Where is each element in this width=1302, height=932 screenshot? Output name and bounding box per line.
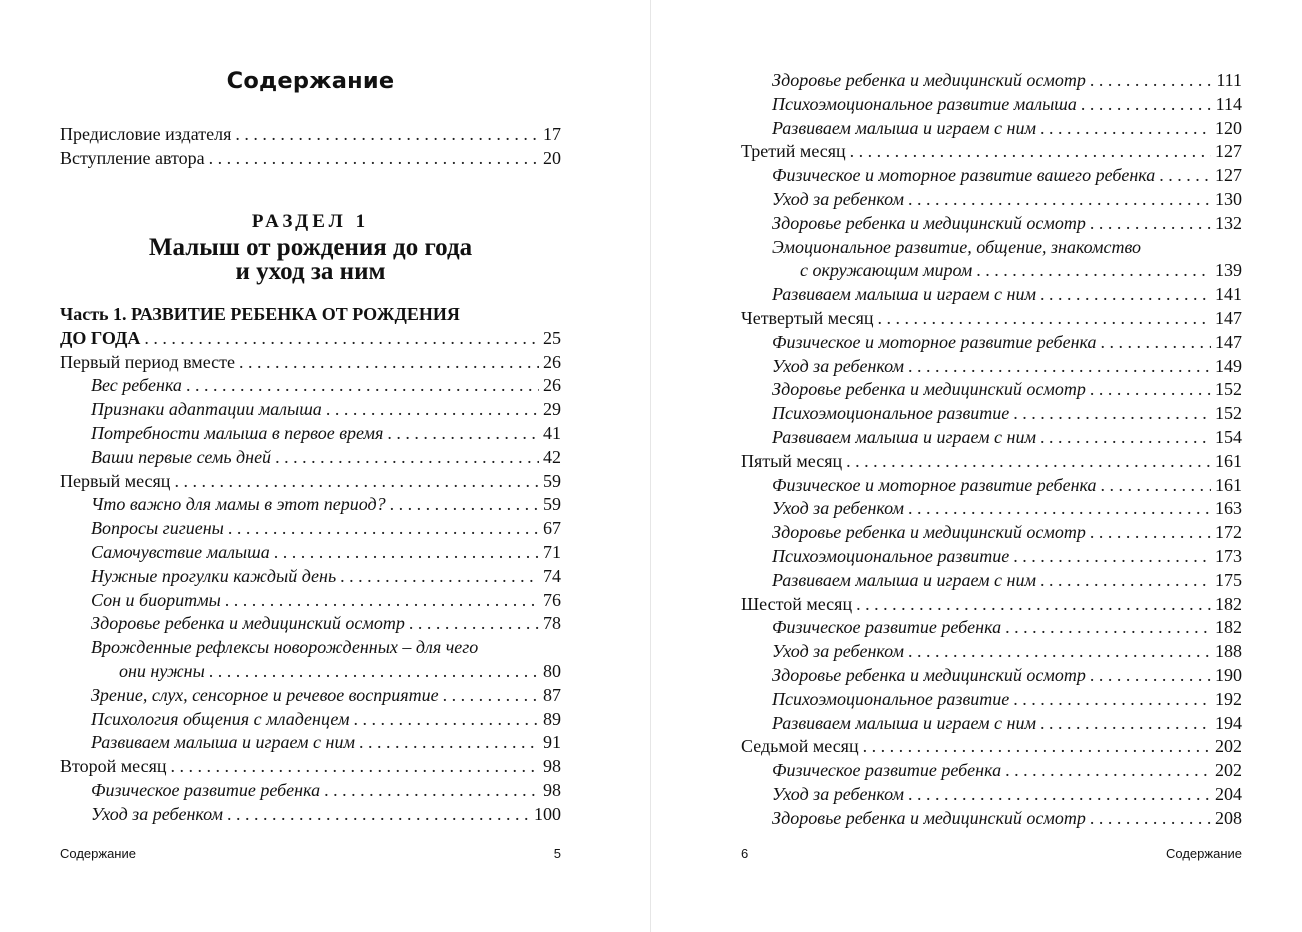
toc-entry-subsection[interactable] — [741, 570, 1242, 594]
dot-leader — [908, 189, 1211, 210]
toc-entry-label: Физическое развитие ребенка — [772, 617, 1002, 638]
toc-entry-label: Здоровье ребенка и медицинский осмотр — [772, 807, 1086, 828]
toc-entry-page: 147 — [1215, 331, 1242, 352]
toc-entry-page: 202 — [1215, 760, 1242, 781]
toc-entry-label: Уход за ребенком — [772, 641, 904, 662]
toc-entry-wrapped-line[interactable]: Эмоциональное развитие, общение, знакомство — [772, 236, 1142, 257]
toc-entry-page: 41 — [543, 422, 561, 443]
toc-entry-chapter[interactable] — [741, 594, 1242, 618]
dot-leader — [878, 308, 1211, 329]
toc-entry-label: Психоэмоциональное развитие малыша — [772, 93, 1077, 114]
toc-entry-subsection[interactable] — [741, 332, 1242, 356]
toc-entry-subsection[interactable] — [741, 165, 1242, 189]
toc-entry-label: Что важно для мамы в этот период? — [91, 494, 386, 515]
toc-entry-page: 161 — [1215, 450, 1242, 471]
toc-entry-page: 74 — [543, 565, 561, 586]
toc-entry-page: 59 — [543, 470, 561, 491]
dot-leader — [1040, 427, 1211, 448]
toc-entry-label: Вопросы гигиены — [91, 518, 224, 539]
dot-leader — [387, 423, 539, 444]
toc-entry-subsection[interactable] — [741, 94, 1242, 118]
dot-leader — [1040, 713, 1211, 734]
toc-entry-subsection[interactable] — [60, 661, 561, 685]
toc-entry-label: Вес ребенка — [91, 375, 182, 396]
toc-entry-label: Здоровье ребенка и медицинский осмотр — [772, 522, 1086, 543]
toc-entry-page: 208 — [1215, 807, 1242, 828]
toc-entry-page: 204 — [1215, 783, 1242, 804]
toc-entry-label: Развиваем малыша и играем с ним — [772, 284, 1036, 305]
toc-entry-page: 26 — [543, 375, 561, 396]
toc-entry-page: 98 — [543, 756, 561, 777]
dot-leader — [1159, 165, 1211, 186]
toc-entry-subsection[interactable] — [60, 518, 561, 542]
toc-entry-page: 161 — [1215, 474, 1242, 495]
toc-entry-label: Развиваем малыша и играем с ним — [91, 732, 355, 753]
toc-entry-subsection[interactable] — [741, 760, 1242, 784]
toc-entry-subsection[interactable] — [741, 784, 1242, 808]
toc-entry-subsection[interactable] — [60, 804, 561, 828]
toc-entry-subsection[interactable] — [60, 375, 561, 399]
toc-entry-label: Второй месяц — [60, 756, 167, 777]
toc-entry-label: Уход за ребенком — [772, 498, 904, 519]
toc-entry-label: Физическое и моторное развитие вашего ребенка — [772, 165, 1156, 186]
dot-leader — [1090, 70, 1212, 91]
toc-entry-page: 59 — [543, 494, 561, 515]
toc-entry-page: 192 — [1215, 688, 1242, 709]
toc-entry-label: Психология общения с младенцем — [91, 708, 350, 729]
toc-entry-subsection[interactable] — [60, 780, 561, 804]
toc-entry-label: Развиваем малыша и играем с ним — [772, 569, 1036, 590]
toc-entry-subsection[interactable] — [741, 498, 1242, 522]
page-number: 5 — [553, 846, 561, 861]
toc-entry-page: 80 — [543, 660, 561, 681]
dot-leader — [209, 661, 539, 682]
dot-leader — [235, 124, 539, 145]
dot-leader — [1040, 284, 1211, 305]
toc-entry-page: 175 — [1215, 569, 1242, 590]
toc-entry-label: Самочувствие малыша — [91, 541, 270, 562]
toc-entry-page: 71 — [543, 541, 561, 562]
toc-entry-page: 147 — [1215, 307, 1242, 328]
toc-entry-page: 132 — [1215, 212, 1242, 233]
dot-leader — [1013, 403, 1211, 424]
dot-leader — [340, 566, 539, 587]
toc-entry-subsection[interactable] — [60, 447, 561, 471]
toc-entry-label: Здоровье ребенка и медицинский осмотр — [772, 70, 1086, 90]
toc-entry-page: 20 — [543, 147, 561, 168]
dot-leader — [1090, 665, 1211, 686]
toc-list-left — [60, 304, 561, 828]
dot-leader — [908, 784, 1211, 805]
toc-entry-page: 173 — [1215, 545, 1242, 566]
toc-entry-publisher-preface[interactable] — [60, 124, 561, 148]
toc-entry-subsection[interactable] — [741, 808, 1242, 832]
toc-entry-label: Уход за ребенком — [772, 783, 904, 804]
toc-entry-subsection[interactable] — [741, 689, 1242, 713]
toc-entry-page: 100 — [534, 803, 561, 824]
toc-entry-subsection[interactable] — [741, 665, 1242, 689]
dot-leader — [275, 447, 539, 468]
dot-leader — [1090, 213, 1211, 234]
toc-list-right — [741, 70, 1242, 832]
toc-entry-label: Психоэмоциональное развитие — [772, 545, 1010, 566]
toc-entry-page: 172 — [1215, 522, 1242, 543]
toc-entry-subsection[interactable] — [741, 522, 1242, 546]
toc-entry-page: 67 — [543, 518, 561, 539]
toc-entry-author-intro[interactable] — [60, 148, 561, 172]
dot-leader — [174, 471, 539, 492]
dot-leader — [856, 594, 1211, 615]
dot-leader — [390, 494, 539, 515]
toc-entry-subsection[interactable] — [60, 542, 561, 566]
toc-entry-subsection[interactable] — [60, 732, 561, 756]
toc-entry-part-1[interactable] — [60, 328, 561, 352]
toc-entry-page: 149 — [1215, 355, 1242, 376]
toc-entry-label: Здоровье ребенка и медицинский осмотр — [772, 212, 1086, 233]
section-label: РАЗДЕЛ 1 — [251, 211, 370, 232]
toc-entry-page: 163 — [1215, 498, 1242, 519]
toc-entry-page: 87 — [543, 684, 561, 705]
dot-leader — [228, 518, 539, 539]
toc-entry-label: Нужные прогулки каждый день — [91, 565, 337, 586]
toc-entry-subsection[interactable] — [741, 284, 1242, 308]
section-title-line-1: Малыш от рождения до года — [148, 234, 473, 261]
toc-entry-subsection[interactable] — [741, 70, 1242, 94]
toc-entry-label: Развиваем малыша и играем с ним — [772, 426, 1036, 447]
toc-entry-label: Седьмой месяц — [741, 736, 859, 757]
running-footer-title: Содержание — [1166, 846, 1242, 861]
toc-entry-label: Пятый месяц — [741, 450, 843, 471]
part-title-line-1[interactable]: Часть 1. РАЗВИТИЕ РЕБЕНКА ОТ РОЖДЕНИЯ — [60, 304, 460, 324]
toc-entry-label: Здоровье ребенка и медицинский осмотр — [91, 613, 405, 634]
toc-entry-chapter[interactable] — [60, 756, 561, 780]
toc-entry-chapter[interactable] — [741, 141, 1242, 165]
page-gutter — [650, 0, 651, 932]
toc-entry-subsection[interactable] — [741, 260, 1242, 284]
toc-entry-label: Физическое развитие ребенка — [91, 779, 321, 800]
toc-entry-wrapped-line[interactable]: Врожденные рефлексы новорожденных – для чего — [91, 637, 479, 658]
dot-leader — [227, 804, 530, 825]
toc-entry-page: 78 — [543, 613, 561, 634]
toc-entry-chapter[interactable] — [741, 736, 1242, 760]
dot-leader — [850, 141, 1211, 162]
left-page — [60, 0, 561, 932]
toc-entry-subsection[interactable] — [741, 403, 1242, 427]
toc-entry-page: 29 — [543, 399, 561, 420]
dot-leader — [908, 641, 1211, 662]
dot-leader — [359, 732, 539, 753]
toc-entry-chapter[interactable] — [60, 471, 561, 495]
dot-leader — [1100, 475, 1211, 496]
dot-leader — [144, 328, 539, 349]
toc-entry-label: Ваши первые семь дней — [91, 446, 272, 467]
toc-entry-subsection[interactable] — [60, 685, 561, 709]
toc-entry-subsection[interactable] — [741, 546, 1242, 570]
dot-leader — [1081, 94, 1212, 115]
page-title: Содержание — [226, 68, 395, 94]
dot-leader — [225, 590, 539, 611]
toc-entry-page: 76 — [543, 589, 561, 610]
toc-entry-label: Вступление автора — [60, 147, 205, 168]
toc-entry-label: Первый период вместе — [60, 351, 235, 372]
dot-leader — [908, 498, 1211, 519]
toc-entry-subsection[interactable] — [60, 423, 561, 447]
toc-entry-label: Физическое развитие ребенка — [772, 760, 1002, 781]
toc-entry-label: Уход за ребенком — [772, 188, 904, 209]
running-footer-title: Содержание — [60, 846, 136, 861]
toc-entry-subsection[interactable] — [741, 118, 1242, 142]
toc-entry-page: 111 — [1216, 70, 1242, 90]
toc-entry-label: Здоровье ребенка и медицинский осмотр — [772, 379, 1086, 400]
dot-leader — [1090, 379, 1211, 400]
toc-entry-label: Сон и биоритмы — [91, 589, 221, 610]
dot-leader — [326, 399, 539, 420]
dot-leader — [324, 780, 539, 801]
toc-entry-subsection[interactable] — [741, 427, 1242, 451]
dot-leader — [186, 375, 539, 396]
toc-entry-subsection[interactable] — [60, 566, 561, 590]
front-matter-list — [60, 124, 561, 172]
toc-entry-page: 154 — [1215, 426, 1242, 447]
toc-entry-subsection[interactable] — [60, 399, 561, 423]
dot-leader — [171, 756, 540, 777]
toc-entry-page: 139 — [1215, 260, 1242, 281]
dot-leader — [239, 352, 539, 373]
toc-entry-page: 127 — [1215, 165, 1242, 186]
dot-leader — [443, 685, 539, 706]
toc-entry-page: 120 — [1215, 117, 1242, 138]
toc-entry-subsection[interactable] — [741, 713, 1242, 737]
toc-entry-page: 152 — [1215, 379, 1242, 400]
toc-entry-label: Третий месяц — [741, 141, 846, 162]
dot-leader — [1013, 689, 1211, 710]
toc-entry-page: 114 — [1215, 93, 1242, 114]
dot-leader — [1100, 332, 1211, 353]
dot-leader — [846, 451, 1211, 472]
toc-entry-chapter[interactable] — [741, 308, 1242, 332]
toc-entry-chapter[interactable] — [60, 352, 561, 376]
dot-leader — [274, 542, 539, 563]
toc-entry-label: Признаки адаптации малыша — [91, 399, 322, 420]
toc-entry-subsection[interactable] — [741, 213, 1242, 237]
toc-entry-label: они нужны — [119, 660, 205, 681]
toc-entry-page: 130 — [1215, 188, 1242, 209]
toc-entry-page: 182 — [1215, 593, 1242, 614]
toc-entry-label: Зрение, слух, сенсорное и речевое восприятие — [91, 684, 439, 705]
toc-entry-subsection[interactable] — [60, 494, 561, 518]
toc-entry-label: Физическое и моторное развитие ребенка — [772, 474, 1097, 495]
toc-entry-page: 188 — [1215, 641, 1242, 662]
toc-entry-label: Психоэмоциональное развитие — [772, 403, 1010, 424]
toc-entry-subsection[interactable] — [60, 590, 561, 614]
toc-entry-label: Психоэмоциональное развитие — [772, 688, 1010, 709]
toc-entry-label: Физическое и моторное развитие ребенка — [772, 331, 1097, 352]
page-number: 6 — [741, 846, 749, 861]
dot-leader — [1005, 617, 1211, 638]
toc-entry-subsection[interactable] — [60, 613, 561, 637]
toc-entry-subsection[interactable] — [60, 709, 561, 733]
toc-entry-label: ДО ГОДА — [60, 327, 141, 348]
toc-entry-subsection[interactable] — [741, 641, 1242, 665]
toc-entry-page: 89 — [543, 708, 561, 729]
toc-entry-subsection[interactable] — [741, 379, 1242, 403]
toc-entry-label: Четвертый месяц — [741, 307, 874, 328]
toc-entry-page: 91 — [543, 732, 561, 753]
dot-leader — [1005, 760, 1211, 781]
section-title — [60, 236, 561, 284]
toc-entry-label: с окружающим миром — [800, 260, 973, 281]
toc-entry-page: 152 — [1215, 403, 1242, 424]
dot-leader — [1013, 546, 1211, 567]
toc-entry-label: Развиваем малыша и играем с ним — [772, 712, 1036, 733]
dot-leader — [1090, 808, 1211, 829]
toc-entry-page: 202 — [1215, 736, 1242, 757]
toc-entry-label: Уход за ребенком — [772, 355, 904, 376]
dot-leader — [1090, 522, 1211, 543]
dot-leader — [863, 736, 1211, 757]
toc-entry-page: 17 — [543, 124, 561, 144]
toc-entry-page: 182 — [1215, 617, 1242, 638]
toc-entry-page: 42 — [543, 446, 561, 467]
toc-entry-page: 127 — [1215, 141, 1242, 162]
toc-entry-label: Развиваем малыша и играем с ним — [772, 117, 1036, 138]
toc-entry-page: 141 — [1215, 284, 1242, 305]
toc-entry-chapter[interactable] — [741, 451, 1242, 475]
dot-leader — [908, 356, 1211, 377]
dot-leader — [353, 709, 539, 730]
toc-entry-page: 25 — [543, 327, 561, 348]
toc-entry-subsection[interactable] — [741, 617, 1242, 641]
toc-entry-label: Уход за ребенком — [91, 803, 223, 824]
dot-leader — [409, 613, 539, 634]
toc-entry-subsection[interactable] — [741, 356, 1242, 380]
dot-leader — [1040, 570, 1211, 591]
toc-entry-subsection[interactable] — [741, 189, 1242, 213]
toc-entry-label: Потребности малыша в первое время — [91, 422, 384, 443]
section-title-line-2: и уход за ним — [235, 258, 386, 285]
toc-entry-page: 26 — [543, 351, 561, 372]
right-page — [741, 0, 1242, 932]
dot-leader — [976, 260, 1211, 281]
toc-entry-subsection[interactable] — [741, 475, 1242, 499]
toc-entry-label: Шестой месяц — [741, 593, 853, 614]
toc-entry-label: Первый месяц — [60, 470, 171, 491]
dot-leader — [1040, 118, 1211, 139]
toc-entry-page: 190 — [1215, 664, 1242, 685]
toc-entry-label: Предисловие издателя — [60, 124, 232, 144]
toc-entry-page: 98 — [543, 779, 561, 800]
toc-entry-page: 194 — [1215, 712, 1242, 733]
dot-leader — [209, 148, 539, 169]
toc-entry-label: Здоровье ребенка и медицинский осмотр — [772, 664, 1086, 685]
